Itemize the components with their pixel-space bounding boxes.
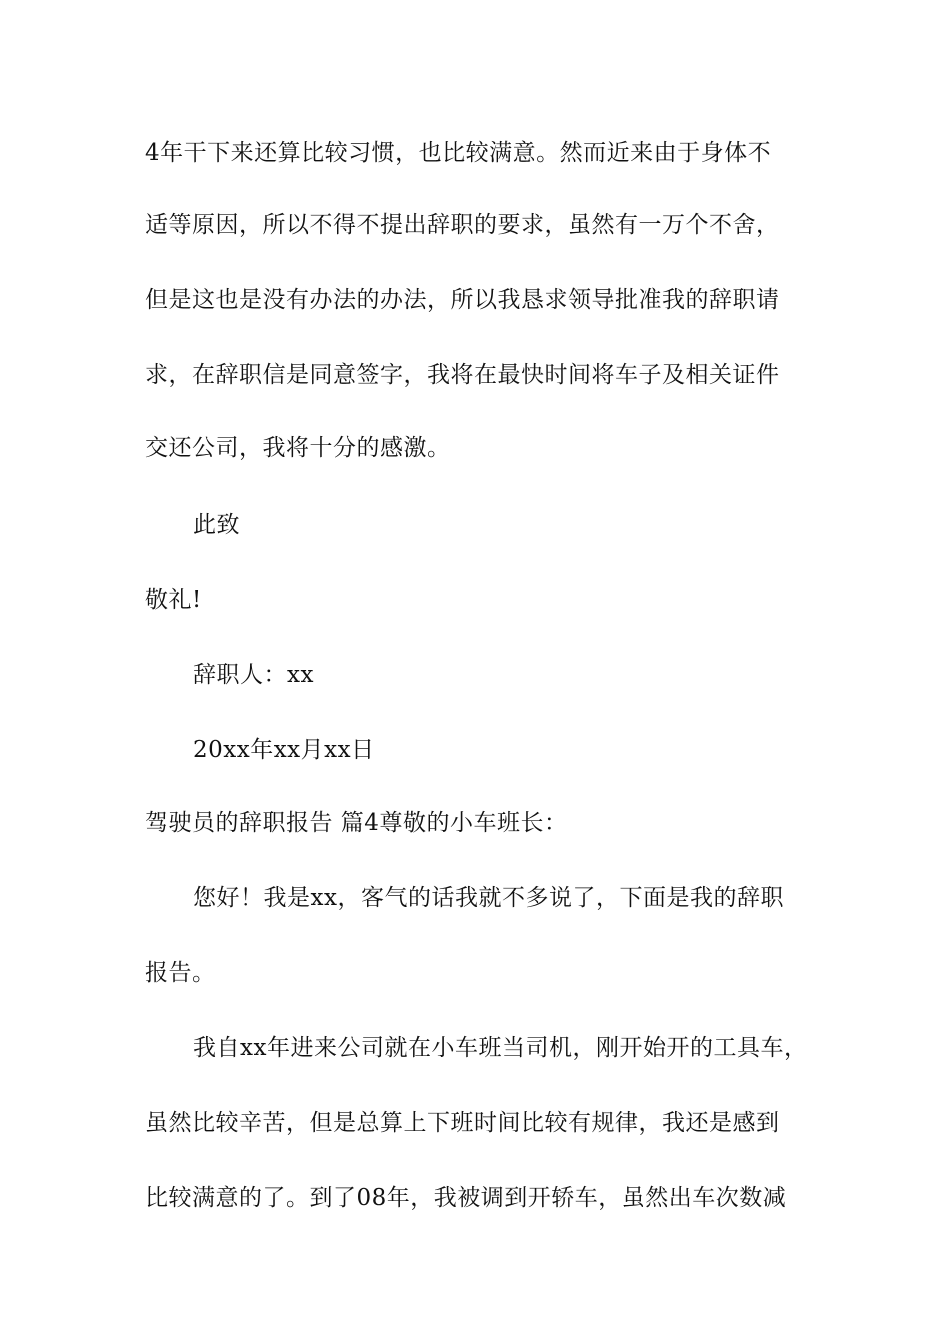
paragraph-line-6: 您好！我是xx，客气的话我就不多说了，下面是我的辞职 — [193, 885, 784, 911]
paragraph-line-7: 报告。 — [145, 960, 216, 986]
paragraph-line-8: 我自xx年进来公司就在小车班当司机，刚开始开的工具车， — [193, 1035, 808, 1061]
closing-salutation: 此致 — [193, 512, 240, 538]
section-heading: 驾驶员的辞职报告 篇4尊敬的小车班长： — [145, 810, 568, 836]
paragraph-line-2: 适等原因，所以不得不提出辞职的要求，虽然有一万个不舍， — [145, 212, 780, 238]
paragraph-line-1: 4年干下来还算比较习惯，也比较满意。然而近来由于身体不 — [145, 140, 772, 166]
paragraph-line-9: 虽然比较辛苦，但是总算上下班时间比较有规律，我还是感到 — [145, 1110, 780, 1136]
paragraph-line-4: 求，在辞职信是同意签字，我将在最快时间将车子及相关证件 — [145, 362, 780, 388]
signature-date: 20xx年xx月xx日 — [193, 737, 375, 763]
paragraph-line-3: 但是这也是没有办法的办法，所以我恳求领导批准我的辞职请 — [145, 287, 780, 313]
paragraph-line-10: 比较满意的了。到了08年，我被调到开轿车，虽然出车次数减 — [145, 1185, 787, 1211]
signature-name: 辞职人：xx — [193, 662, 314, 688]
closing-regards: 敬礼! — [145, 587, 202, 613]
paragraph-line-5: 交还公司，我将十分的感激。 — [145, 435, 451, 461]
